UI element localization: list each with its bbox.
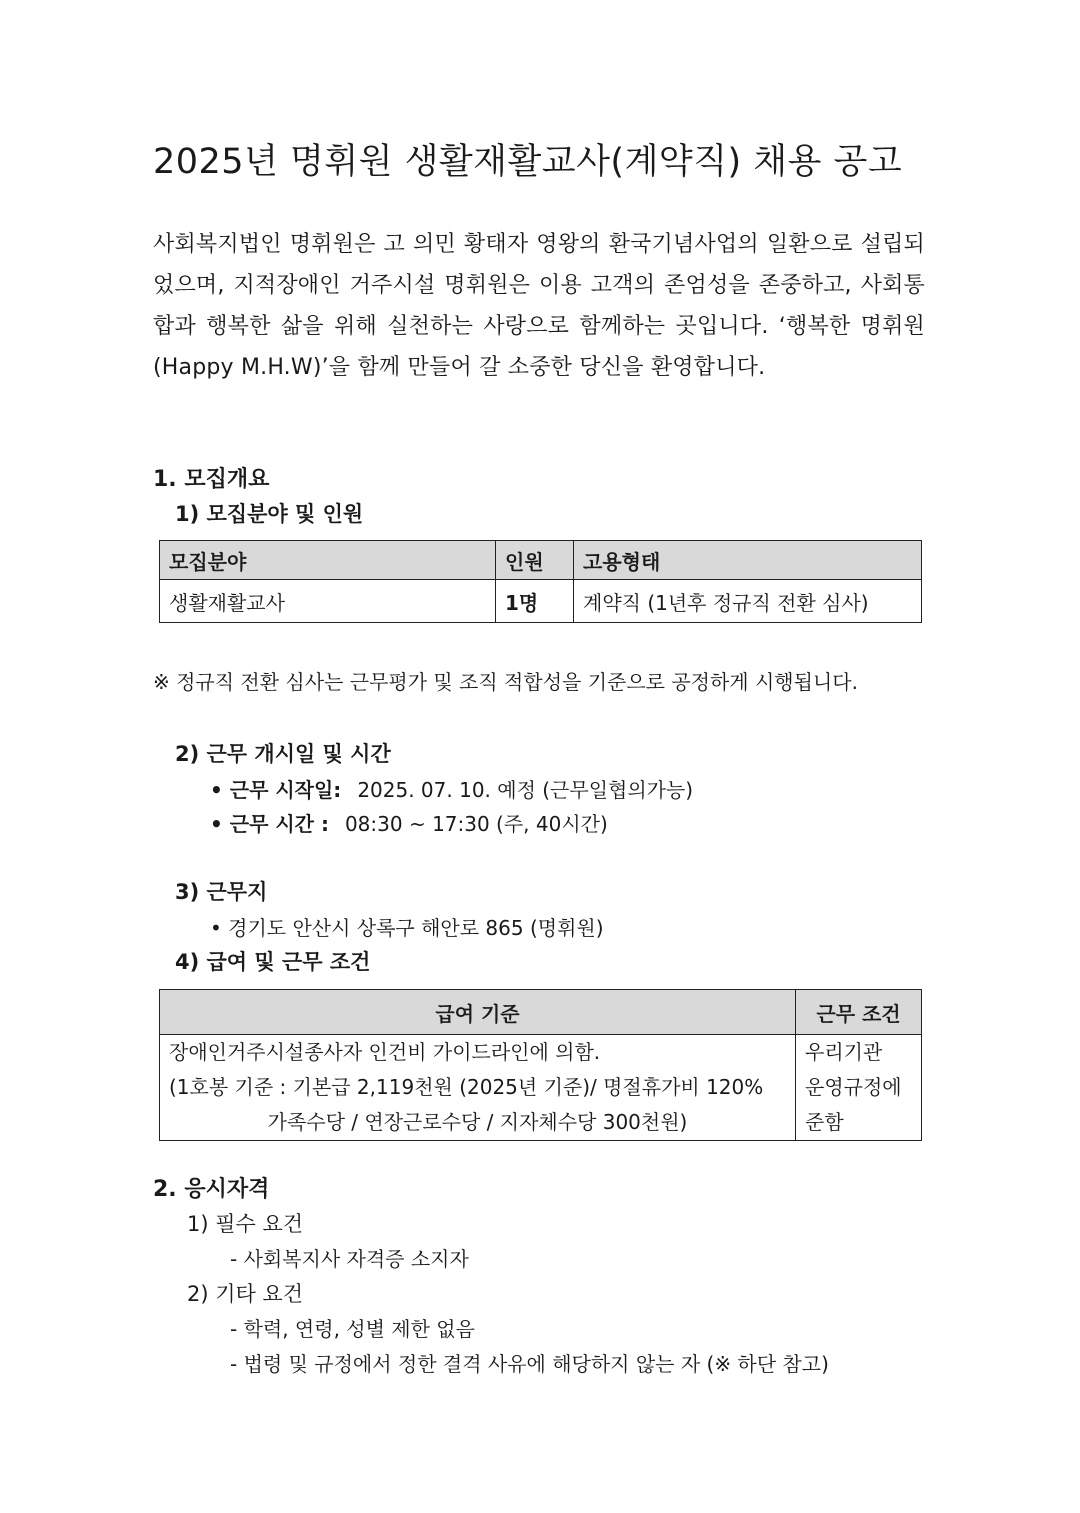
table-row [160,1035,922,1141]
salary-line: (1호봉 기준 : 기본급 2,119천원 (2025년 기준)/ 명절휴가비 120% [169,1075,764,1099]
work-start-value: 2025. 07. 10. 예정 (근무일협의가능) [357,778,694,802]
condition-line: 준함 [805,1110,844,1134]
table-cell: 계약직 (1년후 정규직 전환 심사) [574,580,922,623]
workplace-address: • 경기도 안산시 상록구 해안로 865 (명휘원) [210,916,604,940]
salary-table [159,989,922,1141]
table-cell: 1명 [496,580,574,623]
section2-heading: 2. 응시자격 [153,1177,270,1202]
work-start-date [210,774,693,803]
work-hours [210,808,608,837]
salary-heading: 4) 급여 및 근무 조건 [175,950,371,974]
work-start-label: • 근무 시작일: [210,778,342,802]
salary-line: 가족수당 / 연장근로수당 / 지자체수당 300천원) [267,1110,688,1134]
salary-line: 장애인거주시설종사자 인건비 가이드라인에 의함. [169,1040,601,1064]
required-item: - 사회복지사 자격증 소지자 [230,1247,469,1271]
condition-line: 우리기관 [805,1040,883,1064]
condition-cell [796,1035,922,1141]
intro-paragraph: 사회복지법인 명휘원은 고 의민 황태자 영왕의 환국기념사업의 일환으로 설립되었으며, 지적장애인 거주시설 명휘원은 이용 고객의 존엄성을 존중하고, 사회통합과 행복한 삶을 위해 실천하는 사랑으로 함께하는 곳입니다. ‘행복한 명휘원(Happy M.H.W)’을 함께 만들어 갈 소중한 당신을 환영합니다. [153,232,925,380]
work-hours-label: • 근무 시간 : [210,812,329,836]
work-hours-value: 08:30 ~ 17:30 (주, 40시간) [344,812,608,836]
required-heading: 1) 필수 요건 [187,1212,304,1236]
table-header-cell: 모집분야 [160,541,496,580]
other-item: - 법령 및 규정에서 정한 결격 사유에 해당하지 않는 자 (※ 하단 참고) [230,1352,829,1376]
table-header-row [160,990,922,1035]
recruit-table [159,540,922,623]
table-header-cell: 급여 기준 [160,990,796,1035]
conversion-note: ※ 정규직 전환 심사는 근무평가 및 조직 적합성을 기준으로 공정하게 시행됩니다. [153,670,858,694]
work-start-heading: 2) 근무 개시일 및 시간 [175,742,391,766]
salary-cell [160,1035,796,1141]
other-heading: 2) 기타 요건 [187,1282,304,1306]
workplace-heading: 3) 근무지 [175,880,268,904]
table-header-cell: 고용형태 [574,541,922,580]
table-header-cell: 근무 조건 [796,990,922,1035]
table-cell: 생활재활교사 [160,580,496,623]
table-header-cell: 인원 [496,541,574,580]
table-header-row [160,541,922,580]
other-item: - 학력, 연령, 성별 제한 없음 [230,1317,475,1341]
section1-heading: 1. 모집개요 [153,467,270,492]
page-title: 2025년 명휘원 생활재활교사(계약직) 채용 공고 [153,142,903,182]
condition-line: 운영규정에 [805,1075,902,1099]
table-row [160,580,922,623]
recruit-field-heading: 1) 모집분야 및 인원 [175,502,364,526]
